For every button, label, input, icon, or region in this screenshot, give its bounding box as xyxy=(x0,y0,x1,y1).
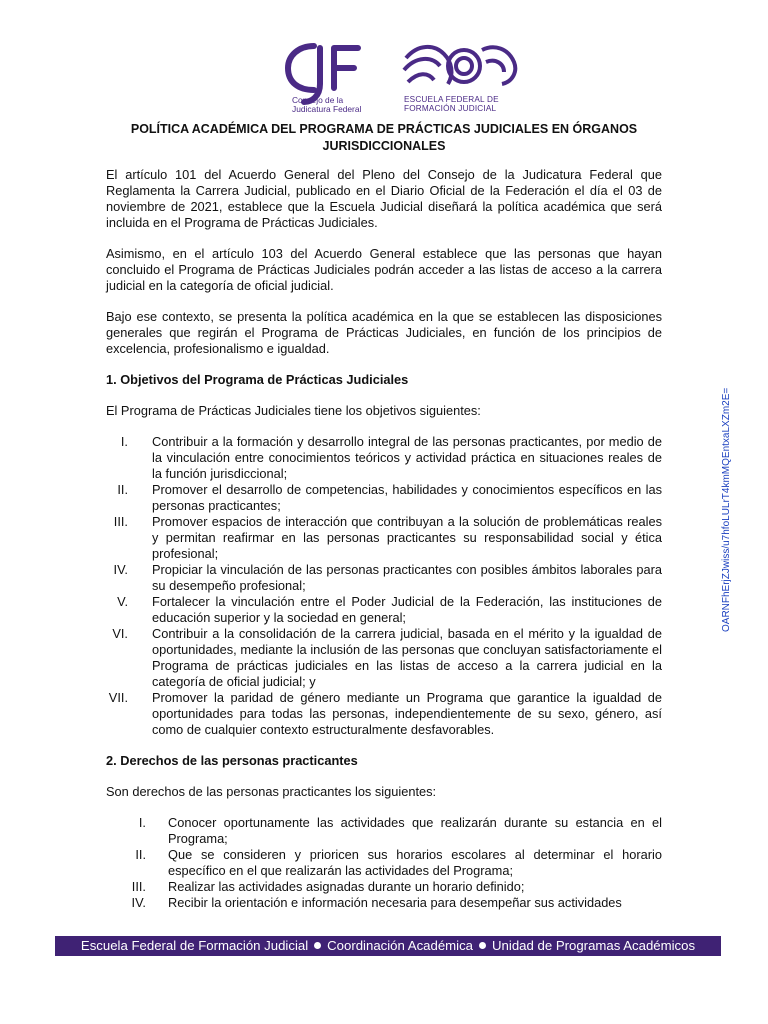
list-item-number: IV. xyxy=(131,895,146,910)
list-item-text: Propiciar la vinculación de las personas practicantes con posibles ámbitos laborales para su desempeño profesional; xyxy=(152,562,662,593)
list-item-number: II. xyxy=(135,847,146,862)
efj-logo-text: ESCUELA FEDERAL DE FORMACIÓN JUDICIAL xyxy=(404,95,499,113)
list-item-text: Realizar las actividades asignadas durante un horario definido; xyxy=(168,879,525,894)
list-item xyxy=(106,594,662,626)
paragraph: Asimismo, en el artículo 103 del Acuerdo General establece que las personas que hayan concluido el Programa de Prácticas Judiciales podrán acceder a las listas de acceso a la carrera judicial en la categoría de oficial judicial. xyxy=(106,246,662,293)
bullet-icon xyxy=(314,942,321,949)
list-item xyxy=(106,626,662,690)
section-heading: 1. Objetivos del Programa de Prácticas Judiciales xyxy=(106,372,409,387)
section-heading: 2. Derechos de las personas practicantes xyxy=(106,753,358,768)
objectives-list xyxy=(106,434,662,738)
list-item-text: Promover la paridad de género mediante un Programa que garantice la igualdad de oportunidades para todas las personas, independientemente de su sexo, género, así como de cualquier contexto estructuralmente desfavorables. xyxy=(152,690,662,737)
list-item-text: Contribuir a la consolidación de la carrera judicial, basada en el mérito y la igualdad de oportunidades, mediante la inclusión de las personas que concluyan satisfactoriamente el Programa de prácticas judiciales en las listas de acceso a la carrera judicial en la categoría de oficial judicial; y xyxy=(152,626,662,689)
footer-unit: Unidad de Programas Académicos xyxy=(492,938,696,953)
cjf-logo-text: Consejo de la Judicatura Federal xyxy=(292,95,362,114)
paragraph: El artículo 101 del Acuerdo General del Pleno del Consejo de la Judicatura Federal que Reglamenta la Carrera Judicial, publicado en el Diario Oficial de la Federación el día el 03 de noviembre de 2021, establece que la Escuela Judicial diseñará la política académica que será incluida en el Programa de Prácticas Judiciales. xyxy=(106,167,662,230)
efj-logo xyxy=(402,40,518,102)
paragraph: Bajo ese contexto, se presenta la política académica en la que se establecen las disposiciones generales que regirán el Programa de Prácticas Judiciales, en función de los principios de excelencia, profesionalismo e igualdad. xyxy=(106,309,662,356)
document-title: POLÍTICA ACADÉMICA DEL PROGRAMA DE PRÁCTICAS JUDICIALES EN ÓRGANOS JURISDICCIONALES xyxy=(130,122,638,153)
list-item-number: IV. xyxy=(113,562,128,577)
list-item xyxy=(106,815,662,847)
list-item-number: II. xyxy=(117,482,128,497)
rights-list xyxy=(106,815,662,911)
list-item-text: Promover el desarrollo de competencias, habilidades y conocimientos específicos en las personas practicantes; xyxy=(152,482,662,513)
list-item-text: Contribuir a la formación y desarrollo integral de las personas practicantes, por medio de la vinculación entre conocimientos teóricos y actividad práctica en situaciones reales de la función jurisdiccional; xyxy=(152,434,662,481)
section-intro: Son derechos de las personas practicantes los siguientes: xyxy=(106,784,437,799)
list-item xyxy=(106,514,662,562)
list-item-number: I. xyxy=(120,434,128,449)
page-footer xyxy=(55,936,721,956)
list-item-text: Promover espacios de interacción que contribuyan a la solución de problemáticas reales y permitan reafirmar en las personas practicantes su responsabilidad social y ética profesional; xyxy=(152,514,662,561)
footer-coordination: Coordinación Académica xyxy=(327,938,474,953)
list-item-number: VI. xyxy=(112,626,128,641)
document-header xyxy=(0,34,768,118)
list-item xyxy=(106,879,662,895)
footer-school: Escuela Federal de Formación Judicial xyxy=(80,938,309,953)
list-item-number: I. xyxy=(138,815,146,830)
list-item-number: V. xyxy=(117,594,128,609)
section-intro: El Programa de Prácticas Judiciales tiene los objetivos siguientes: xyxy=(106,403,481,418)
document-body xyxy=(106,116,662,926)
bullet-icon xyxy=(479,942,486,949)
list-item-text: Conocer oportunamente las actividades que realizarán durante su estancia en el Programa; xyxy=(168,815,662,846)
list-item xyxy=(106,690,662,738)
list-item-text: Recibir la orientación e información necesaria para desempeñar sus actividades xyxy=(168,895,622,910)
list-item-text: Que se consideren y prioricen sus horarios escolares al determinar el horario específico en el que realizarán las actividades del Programa; xyxy=(168,847,662,878)
list-item xyxy=(106,482,662,514)
list-item xyxy=(106,434,662,482)
list-item xyxy=(106,847,662,879)
list-item-text: Fortalecer la vinculación entre el Poder Judicial de la Federación, las instituciones de educación superior y la sociedad en general; xyxy=(152,594,662,625)
list-item-number: III. xyxy=(113,514,128,529)
list-item-number: III. xyxy=(131,879,146,894)
list-item-number: VII. xyxy=(108,690,128,705)
list-item xyxy=(106,562,662,594)
verification-code: OARNFhErjZJwiss/u7hfoLULrT4kmMQEntxaLXZm2E= xyxy=(721,387,732,632)
list-item xyxy=(106,895,662,911)
